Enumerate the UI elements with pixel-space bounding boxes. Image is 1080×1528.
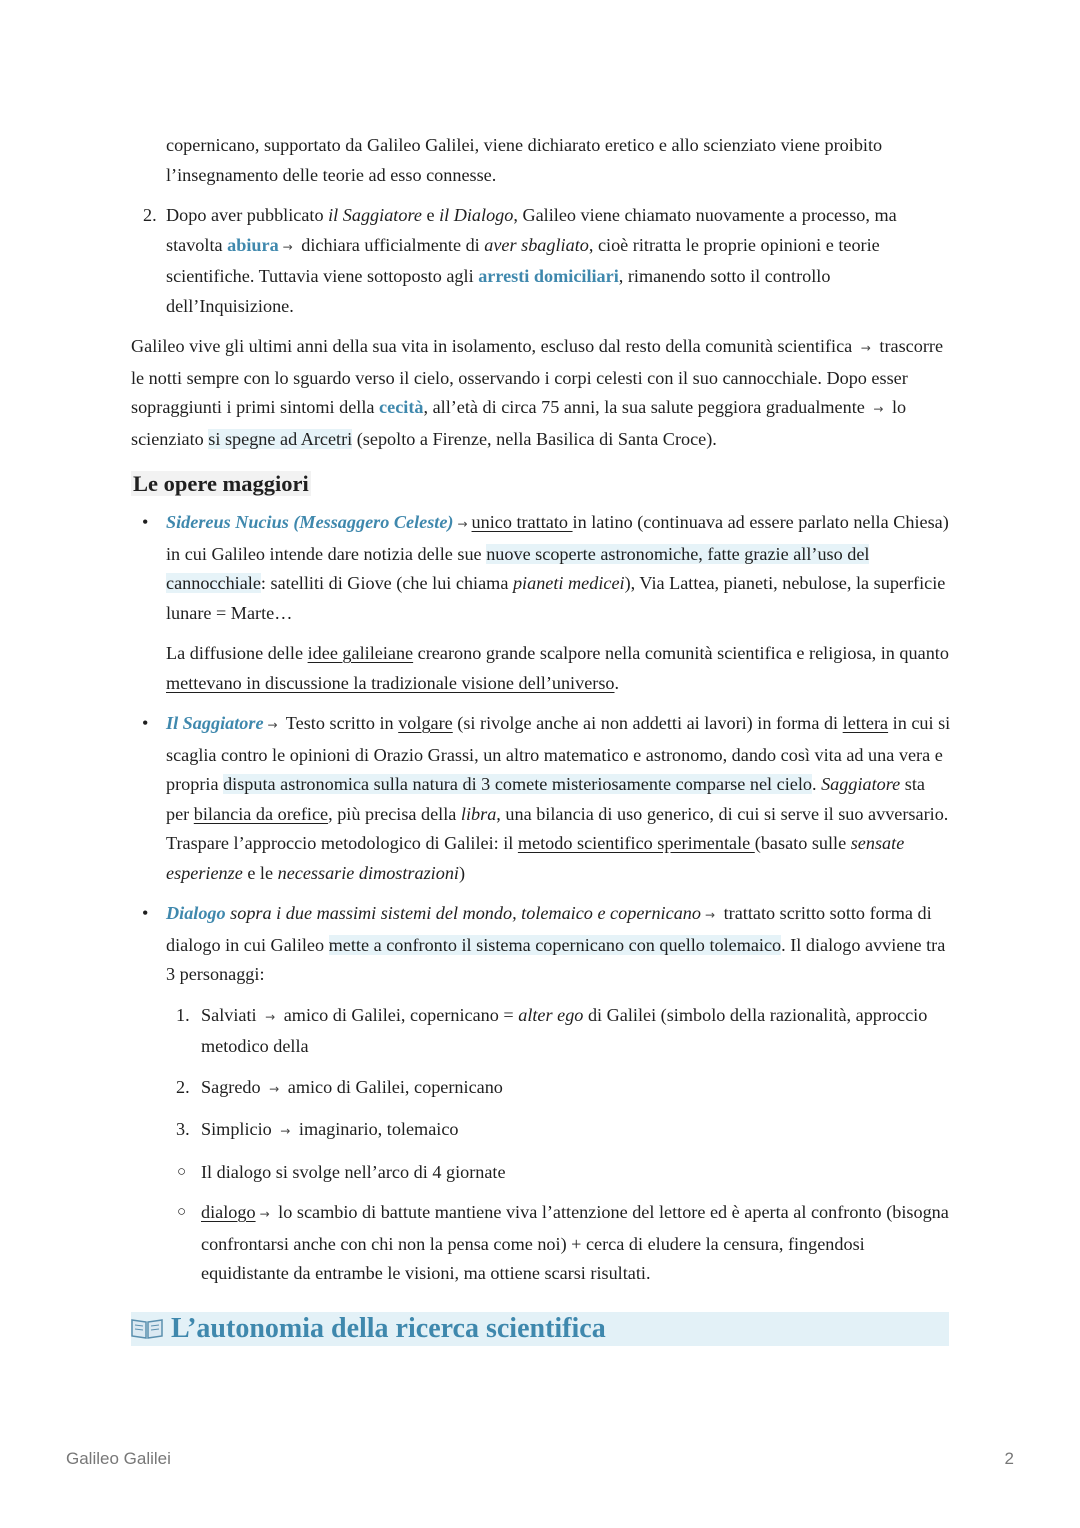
bullet-item-sidereus: • Sidereus Nucius (Messaggero Celeste) → unico trattato in latino (continuava ad essere parlato nella Chiesa) in cui Galileo intende dare notizia delle sue nuove scoperte astronomiche, fatte grazie all’uso del cannocchiale: satelliti di Giove (che lui chiama pianeti medicei), Via Lattea, pianeti, nebulose, la superficie lunare = Marte… [131, 508, 951, 628]
sub-item-sagredo: 2. Sagredo → amico di Galilei, copernicano [176, 1076, 503, 1097]
page-content [131, 131, 951, 1300]
bullet-icon: • [142, 903, 149, 923]
list-item-2: 2. Dopo aver pubblicato il Saggiatore e il Dialogo, Galileo viene chiamato nuovamente a processo, ma stavolta abiura → dichiara ufficialmente di aver sbagliato, cioè ritratta le proprie opinioni e teorie scientifiche. Tuttavia viene sottoposto agli arresti domiciliari, rimanendo sotto il controllo dell’Inquisizione. [131, 201, 951, 321]
bullet-icon: • [142, 512, 149, 532]
arrow-icon: → [259, 1207, 270, 1221]
sub-item-dialogo: ○ dialogo → lo scambio di battute mantiene viva l’attenzione del lettore ed è aperta al confronto (bisogna confrontarsi anche con chi non la pensa come noi) + cerca di eludere la censura, fingendosi equidistante da entrambe le visioni, ma ottiene scarsi risultati. [131, 1198, 951, 1289]
term-cecita: cecità [379, 397, 424, 417]
highlight: nuove scoperte astronomiche, fatte grazie all’uso del cannocchiale [166, 543, 870, 593]
circle-bullet-icon: ○ [177, 1163, 187, 1180]
arrow-icon: → [860, 341, 871, 355]
arrow-icon: → [873, 402, 884, 416]
arrow-icon: → [265, 1009, 276, 1024]
bullet-item-dialogo: • Dialogo sopra i due massimi sistemi del mondo, tolemaico e copernicano → trattato scritto sotto forma di dialogo in cui Galileo mette a confronto il sistema copernicano con quello tolemaico. Il dialogo avviene tra 3 personaggi: [131, 899, 951, 990]
term-abiura: abiura [227, 234, 279, 255]
arrow-icon: → [267, 718, 278, 732]
intro-paragraph: copernicano, supportato da Galileo Galilei, viene dichiarato eretico e allo scienziato viene proibito l’insegnamento delle teorie ad esso connesse. [166, 135, 883, 185]
circle-bullet-icon: ○ [177, 1204, 187, 1220]
section-heading: Le opere maggiori [133, 471, 309, 496]
sub-item-salviati: 1. Salviati → amico di Galilei, copernicano = alter ego di Galilei (simbolo della razionalità, approccio metodico della [176, 1004, 928, 1056]
sidereus-paragraph: La diffusione delle idee galileiane crearono grande scalpore nella comunità scientifica e religiosa, in quanto mettevano in discussione la tradizionale visione dell’universo. [166, 643, 949, 693]
open-book-icon [131, 1317, 163, 1339]
list-number: 2. [143, 205, 157, 225]
footer-title: Galileo Galilei [66, 1449, 171, 1468]
arrow-icon: → [704, 908, 716, 922]
arrow-icon: → [457, 517, 468, 531]
highlight: mette a confronto il sistema copernicano con quello tolemaico [328, 934, 782, 955]
bullet-item-saggiatore: • Il Saggiatore → Testo scritto in volgare (si rivolge anche ai non addetti ai lavori) in forma di lettera in cui si scaglia contro le opinioni di Orazio Grassi, un altro matematico e astronomo, dando così vita ad una vera e propria disputa astronomica sulla natura di 3 comete misteriosamente comparse nel cielo. Saggiatore sta per bilancia da orefice, più precisa della libra, una bilancia di uso generico, di cui si serve il suo avversario. Traspare l’approccio metodologico di Galilei: il metodo scientifico sperimentale (basato sulle sensate esperienze e le necessarie dimostrazioni) [131, 709, 951, 888]
arrow-icon: → [282, 239, 293, 254]
highlight: si spegne ad Arcetri [208, 428, 353, 449]
sub-item-giornate: ○ Il dialogo si svolge nell’arco di 4 giornate [131, 1158, 951, 1188]
body-paragraph: Galileo vive gli ultimi anni della sua vita in isolamento, escluso dal resto della comunità scientifica → trascorre le notti sempre con lo sguardo verso il cielo, osservando i corpi celesti con il suo cannocchiale. Dopo esser sopraggiunti i primi sintomi della cecità, all’età di circa 75 anni, la sua salute peggiora gradualmente → lo scienziato si spegne ad Arcetri (sepolto a Firenze, nella Basilica di Santa Croce). [131, 336, 944, 449]
main-heading: L’autonomia della ricerca scientifica [131, 1312, 606, 1346]
bullet-icon: • [142, 713, 149, 733]
term-arresti: arresti domiciliari [478, 266, 619, 286]
sub-item-simplicio: 3. Simplicio → imaginario, tolemaico [176, 1119, 459, 1139]
highlight: disputa astronomica sulla natura di 3 comete misteriosamente comparse nel cielo [223, 774, 812, 794]
arrow-icon: → [280, 1124, 291, 1138]
arrow-icon: → [269, 1081, 280, 1096]
page-number: 2 [1004, 1449, 1014, 1468]
